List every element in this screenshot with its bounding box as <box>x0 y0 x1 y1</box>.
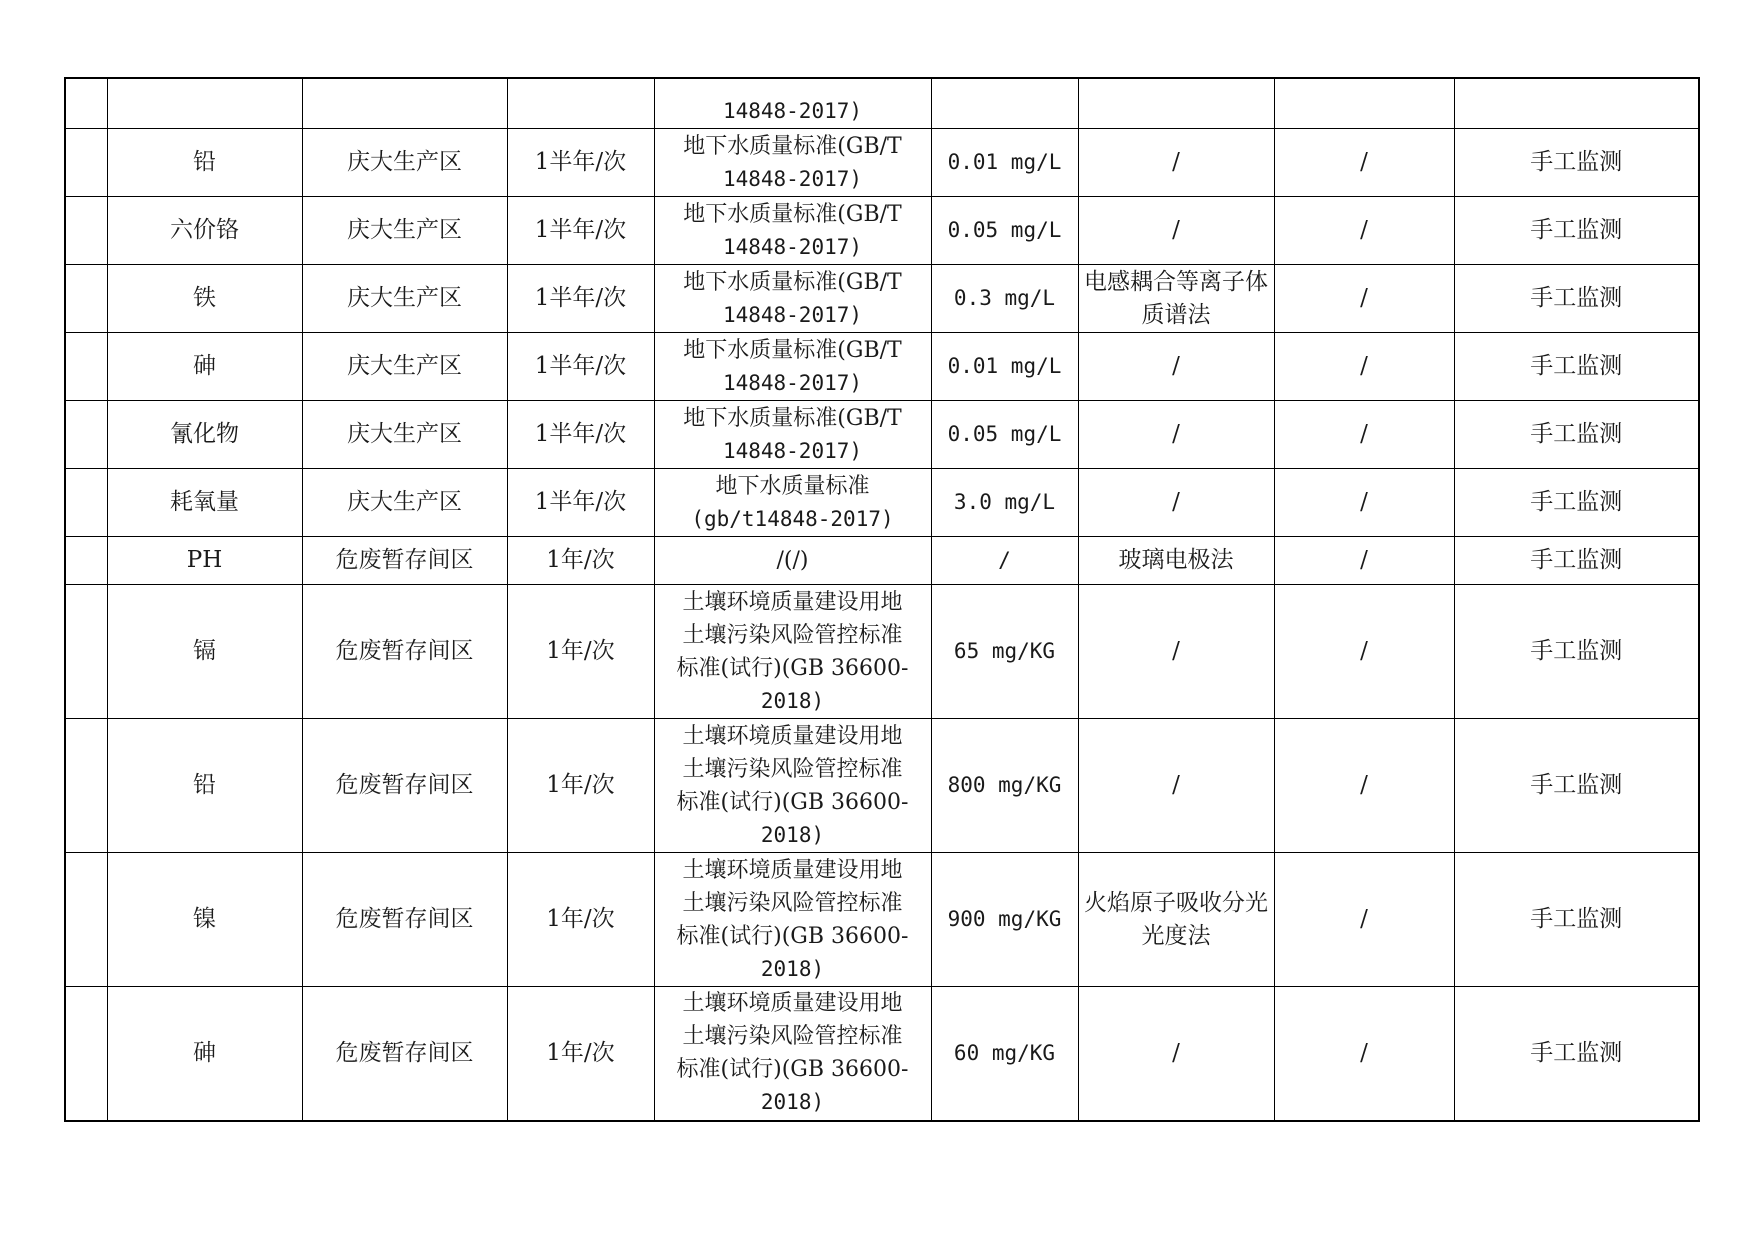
method-cell: / <box>1078 333 1274 401</box>
limit-cell: 3.0 mg/L <box>931 469 1078 537</box>
row-margin-cell <box>65 401 107 469</box>
standard-cell <box>654 265 931 333</box>
standard-line: 2018) <box>760 688 825 713</box>
pollutant-cell: 六价铬 <box>107 197 302 265</box>
standard-line: 标准(试行)(GB 36600- <box>676 789 909 815</box>
standard-line: 土壤环境质量建设用地 <box>682 857 903 883</box>
location-cell: 庆大生产区 <box>302 197 507 265</box>
extra-cell: / <box>1274 265 1454 333</box>
standard-cell <box>654 129 931 197</box>
method-cell: 玻璃电极法 <box>1078 537 1274 585</box>
standard-cell <box>654 197 931 265</box>
table-row <box>65 469 1699 537</box>
location-cell: 庆大生产区 <box>302 265 507 333</box>
pollutant-cell: 铅 <box>107 719 302 853</box>
row-margin-cell <box>65 265 107 333</box>
standard-line: 14848-2017) <box>722 166 863 191</box>
monitoring-mode-cell <box>1454 78 1699 129</box>
pollutant-cell <box>107 78 302 129</box>
extra-cell: / <box>1274 197 1454 265</box>
row-margin-cell <box>65 719 107 853</box>
limit-cell: 65 mg/KG <box>931 585 1078 719</box>
limit-cell <box>931 78 1078 129</box>
standard-line: /(/) <box>776 548 809 573</box>
method-cell: / <box>1078 197 1274 265</box>
table-row <box>65 265 1699 333</box>
extra-cell: / <box>1274 719 1454 853</box>
standard-line: 地下水质量标准(GB/T <box>683 201 902 227</box>
standard-line: 土壤污染风险管控标准 <box>682 890 903 916</box>
standard-line: 地下水质量标准(GB/T <box>683 133 902 159</box>
frequency-cell: 1半年/次 <box>507 129 654 197</box>
standard-line: 土壤污染风险管控标准 <box>682 756 903 782</box>
frequency-cell: 1半年/次 <box>507 401 654 469</box>
extra-cell: / <box>1274 129 1454 197</box>
method-cell: / <box>1078 719 1274 853</box>
frequency-cell: 1半年/次 <box>507 333 654 401</box>
pollutant-cell: 镍 <box>107 853 302 987</box>
table-row <box>65 987 1699 1121</box>
frequency-cell: 1年/次 <box>507 537 654 585</box>
frequency-cell <box>507 78 654 129</box>
table-row <box>65 719 1699 853</box>
pollutant-cell: 氰化物 <box>107 401 302 469</box>
standard-line <box>657 79 929 95</box>
location-cell: 庆大生产区 <box>302 129 507 197</box>
standard-line: 2018) <box>760 1090 825 1115</box>
standard-line: 14848-2017) <box>722 99 863 123</box>
row-margin-cell <box>65 333 107 401</box>
standard-cell <box>654 78 931 129</box>
standard-line: 土壤环境质量建设用地 <box>682 723 903 749</box>
pollutant-cell: 铅 <box>107 129 302 197</box>
table-row <box>65 537 1699 585</box>
extra-cell: / <box>1274 537 1454 585</box>
frequency-cell: 1半年/次 <box>507 265 654 333</box>
monitoring-mode-cell: 手工监测 <box>1454 719 1699 853</box>
pollutant-cell: 镉 <box>107 585 302 719</box>
standard-line: 土壤污染风险管控标准 <box>682 1024 903 1050</box>
monitoring-mode-cell: 手工监测 <box>1454 537 1699 585</box>
frequency-cell: 1半年/次 <box>507 197 654 265</box>
limit-cell: 800 mg/KG <box>931 719 1078 853</box>
extra-cell: / <box>1274 401 1454 469</box>
table-row <box>65 129 1699 197</box>
pollutant-cell: 砷 <box>107 987 302 1121</box>
row-margin-cell <box>65 469 107 537</box>
monitoring-mode-cell: 手工监测 <box>1454 469 1699 537</box>
limit-cell: 0.05 mg/L <box>931 401 1078 469</box>
standard-line: 土壤污染风险管控标准 <box>682 622 903 648</box>
table-row <box>65 585 1699 719</box>
table-row <box>65 197 1699 265</box>
pollutant-cell: 耗氧量 <box>107 469 302 537</box>
standard-line: 土壤环境质量建设用地 <box>682 589 903 615</box>
extra-cell: / <box>1274 469 1454 537</box>
pollutant-cell: 铁 <box>107 265 302 333</box>
row-margin-cell <box>65 78 107 129</box>
standard-cell <box>654 537 931 585</box>
frequency-cell: 1年/次 <box>507 719 654 853</box>
standard-cell <box>654 585 931 719</box>
standard-line: 14848-2017) <box>722 302 863 327</box>
location-cell: 危废暂存间区 <box>302 537 507 585</box>
row-margin-cell <box>65 585 107 719</box>
standard-line: 地下水质量标准(GB/T <box>683 405 902 431</box>
frequency-cell: 1年/次 <box>507 585 654 719</box>
method-cell: / <box>1078 987 1274 1121</box>
extra-cell: / <box>1274 987 1454 1121</box>
standard-line: 土壤环境质量建设用地 <box>682 991 903 1017</box>
method-cell: / <box>1078 129 1274 197</box>
extra-cell: / <box>1274 853 1454 987</box>
pollutant-cell: 砷 <box>107 333 302 401</box>
table-row <box>65 853 1699 987</box>
extra-cell: / <box>1274 585 1454 719</box>
limit-cell: 60 mg/KG <box>931 987 1078 1121</box>
standard-line: 地下水质量标准(GB/T <box>683 337 902 363</box>
limit-cell: 0.3 mg/L <box>931 265 1078 333</box>
row-margin-cell <box>65 197 107 265</box>
row-margin-cell <box>65 537 107 585</box>
limit-cell: 900 mg/KG <box>931 853 1078 987</box>
standard-line: 14848-2017) <box>722 438 863 463</box>
location-cell <box>302 78 507 129</box>
monitoring-table <box>64 77 1700 1122</box>
table-row <box>65 401 1699 469</box>
location-cell: 危废暂存间区 <box>302 853 507 987</box>
standard-line: 2018) <box>760 956 825 981</box>
row-margin-cell <box>65 987 107 1121</box>
standard-cell <box>654 401 931 469</box>
extra-cell <box>1274 78 1454 129</box>
frequency-cell: 1年/次 <box>507 987 654 1121</box>
location-cell: 庆大生产区 <box>302 469 507 537</box>
monitoring-mode-cell: 手工监测 <box>1454 987 1699 1121</box>
standard-line: 2018) <box>760 822 825 847</box>
frequency-cell: 1半年/次 <box>507 469 654 537</box>
standard-cell <box>654 853 931 987</box>
monitoring-mode-cell: 手工监测 <box>1454 401 1699 469</box>
row-margin-cell <box>65 129 107 197</box>
standard-line: 14848-2017) <box>722 234 863 259</box>
method-cell: / <box>1078 585 1274 719</box>
extra-cell: / <box>1274 333 1454 401</box>
monitoring-mode-cell: 手工监测 <box>1454 853 1699 987</box>
location-cell: 危废暂存间区 <box>302 987 507 1121</box>
location-cell: 庆大生产区 <box>302 333 507 401</box>
standard-line: 标准(试行)(GB 36600- <box>676 655 909 681</box>
method-cell: 火焰原子吸收分光光度法 <box>1078 853 1274 987</box>
method-cell: / <box>1078 401 1274 469</box>
method-cell: / <box>1078 469 1274 537</box>
row-margin-cell <box>65 853 107 987</box>
table-body <box>65 78 1699 1121</box>
standard-cell <box>654 333 931 401</box>
frequency-cell: 1年/次 <box>507 853 654 987</box>
table-row <box>65 333 1699 401</box>
standard-cell <box>654 469 931 537</box>
method-cell: 电感耦合等离子体质谱法 <box>1078 265 1274 333</box>
standard-line: 地下水质量标准(GB/T <box>683 269 902 295</box>
monitoring-mode-cell: 手工监测 <box>1454 197 1699 265</box>
location-cell: 危废暂存间区 <box>302 585 507 719</box>
table-row <box>65 78 1699 129</box>
limit-cell: 0.01 mg/L <box>931 333 1078 401</box>
limit-cell: / <box>931 537 1078 585</box>
monitoring-mode-cell: 手工监测 <box>1454 333 1699 401</box>
monitoring-mode-cell: 手工监测 <box>1454 129 1699 197</box>
standard-line: 地下水质量标准 <box>715 473 870 499</box>
standard-line: (gb/t14848-2017) <box>691 506 894 531</box>
standard-line: 标准(试行)(GB 36600- <box>676 1057 909 1083</box>
monitoring-mode-cell: 手工监测 <box>1454 265 1699 333</box>
standard-cell <box>654 719 931 853</box>
method-cell <box>1078 78 1274 129</box>
pollutant-cell: PH <box>107 537 302 585</box>
location-cell: 庆大生产区 <box>302 401 507 469</box>
limit-cell: 0.05 mg/L <box>931 197 1078 265</box>
standard-line: 标准(试行)(GB 36600- <box>676 923 909 949</box>
standard-cell <box>654 987 931 1121</box>
limit-cell: 0.01 mg/L <box>931 129 1078 197</box>
location-cell: 危废暂存间区 <box>302 719 507 853</box>
monitoring-mode-cell: 手工监测 <box>1454 585 1699 719</box>
standard-line: 14848-2017) <box>722 370 863 395</box>
